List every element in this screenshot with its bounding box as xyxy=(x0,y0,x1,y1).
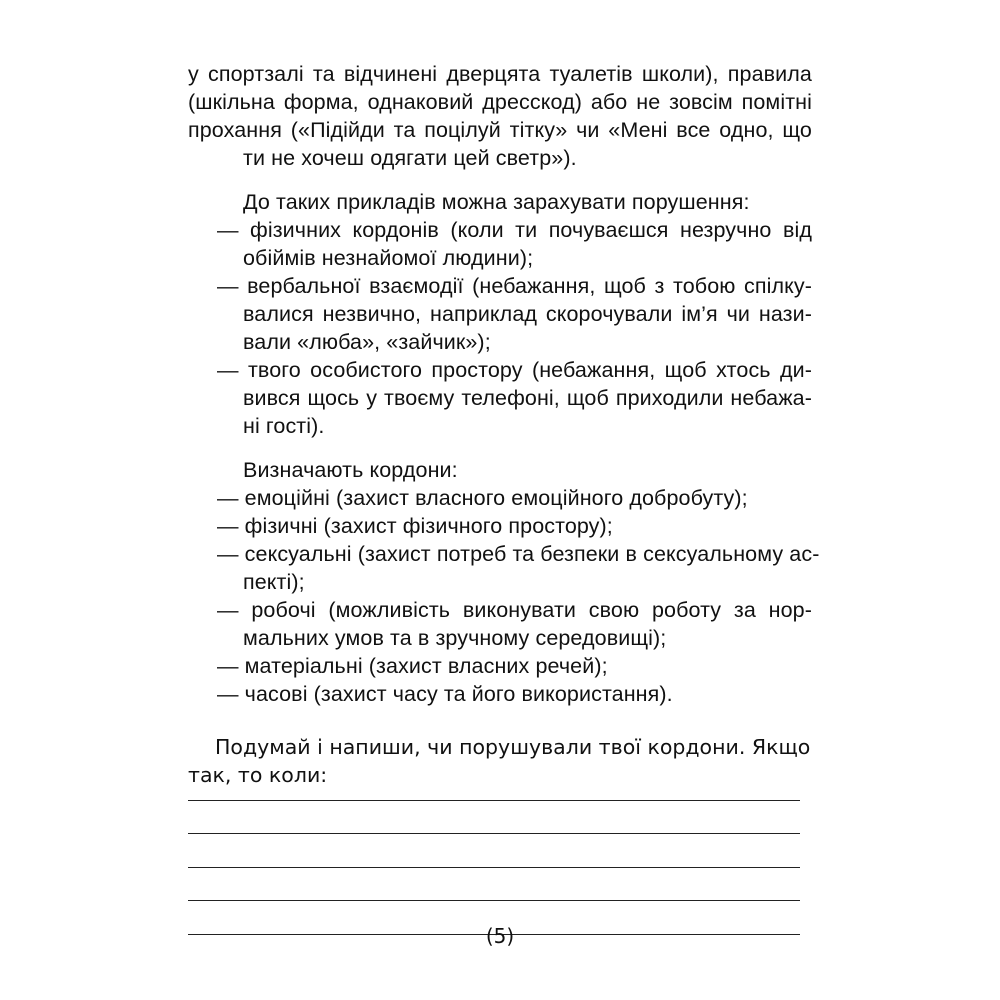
list-item-continuation: пекті); xyxy=(243,570,305,594)
list-item-continuation: ні гості). xyxy=(243,414,325,438)
list-item: — часові (захист часу та його використання). xyxy=(217,682,673,706)
answer-line[interactable] xyxy=(188,800,800,801)
answer-line[interactable] xyxy=(188,833,800,834)
list-item: — фізичних кордонів (коли ти почуваєшся незручно від xyxy=(217,218,812,242)
paragraph-2-intro: До таких прикладів можна зарахувати порушення: xyxy=(243,190,750,214)
answer-line[interactable] xyxy=(188,867,800,868)
list-item: — робочі (можливість виконувати свою роботу за нор- xyxy=(217,598,812,622)
list-item: — сексуальні (захист потреб та безпеки в сексуальному ас- xyxy=(217,542,820,566)
list-item: — вербальної взаємодії (небажання, щоб з тобою спілку- xyxy=(217,274,812,298)
list-item-continuation: валися незвично, наприклад скорочували ім’я чи нази- xyxy=(243,302,812,326)
writing-prompt-line: так, то коли: xyxy=(188,763,328,787)
list-item: — твого особистого простору (небажання, щоб хтось ди- xyxy=(217,358,812,382)
list-item-continuation: мальних умов та в зручному середовищі); xyxy=(243,626,667,650)
paragraph-1-line: ти не хочеш одягати цей светр»). xyxy=(243,146,577,170)
list-item: — матеріальні (захист власних речей); xyxy=(217,654,608,678)
list-item-continuation: вали «люба», «зайчик»); xyxy=(243,330,491,354)
list-item-continuation: вився щось у твоєму телефоні, щоб приходили небажа- xyxy=(243,386,812,410)
paragraph-3-intro: Визначають кордони: xyxy=(243,458,458,482)
list-item: — емоційні (захист власного емоційного добробуту); xyxy=(217,486,748,510)
list-item-continuation: обіймів незнайомої людини); xyxy=(243,246,534,270)
paragraph-1-line: (шкільна форма, однаковий дресскод) або не зовсім помітні xyxy=(188,90,812,114)
answer-line[interactable] xyxy=(188,900,800,901)
paragraph-1-line: прохання («Підійди та поцілуй тітку» чи «Мені все одно, що xyxy=(188,118,812,142)
paragraph-1-line: у спортзалі та відчинені дверцята туалетів школи), правила xyxy=(188,62,812,86)
list-item: — фізичні (захист фізичного простору); xyxy=(217,514,613,538)
writing-prompt-line: Подумай і напиши, чи порушували твої кордони. Якщо xyxy=(215,735,811,759)
page-number: (5) xyxy=(485,924,515,948)
